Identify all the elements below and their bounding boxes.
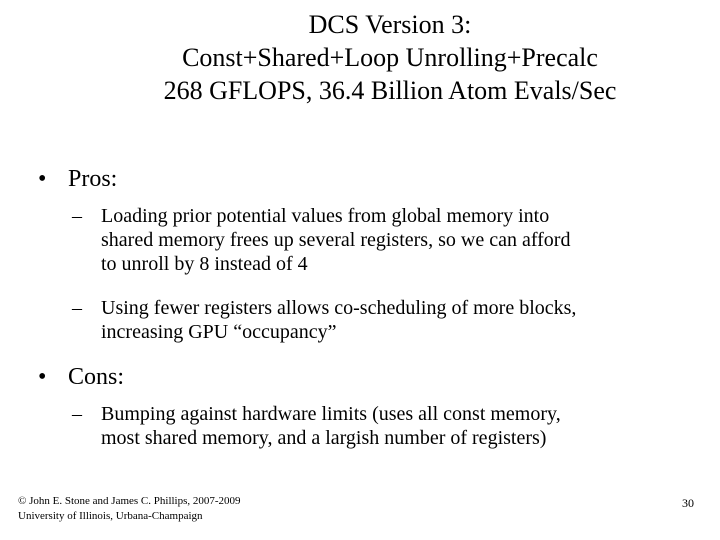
- pros-item: [72, 296, 576, 344]
- footer-line-1: © John E. Stone and James C. Phillips, 2007-2009: [18, 495, 241, 507]
- dash-icon: –: [72, 403, 82, 425]
- pros-item-line: to unroll by 8 instead of 4: [101, 253, 308, 275]
- page-number: 30: [682, 496, 694, 510]
- cons-bullet: [38, 363, 124, 391]
- pros-item-line: Loading prior potential values from global memory into: [101, 205, 550, 227]
- cons-item-line: most shared memory, and a largish number of registers): [101, 427, 547, 449]
- title-line-2: Const+Shared+Loop Unrolling+Precalc: [182, 43, 598, 72]
- footer-line-2: University of Illinois, Urbana-Champaign: [18, 510, 203, 522]
- pros-item-line: Using fewer registers allows co-scheduling of more blocks,: [101, 297, 577, 319]
- pros-item-text: [72, 204, 570, 276]
- title-line-3: 268 GFLOPS, 36.4 Billion Atom Evals/Sec: [163, 76, 617, 105]
- bullet-icon: •: [38, 364, 47, 390]
- pros-item: [72, 204, 570, 276]
- cons-item-line: Bumping against hardware limits (uses all const memory,: [101, 403, 561, 425]
- title-line-1: DCS Version 3:: [308, 10, 472, 39]
- footer-copyright: [18, 494, 241, 524]
- pros-item-line: increasing GPU “occupancy”: [101, 321, 337, 343]
- cons-item-text: [72, 402, 561, 450]
- dash-icon: –: [72, 205, 82, 227]
- cons-heading: Cons:: [68, 364, 125, 390]
- cons-item: [72, 402, 561, 450]
- slide-title: [60, 8, 720, 107]
- pros-bullet: [38, 165, 117, 193]
- dash-icon: –: [72, 297, 82, 319]
- pros-item-text: [72, 296, 576, 344]
- pros-heading: Pros:: [68, 166, 118, 192]
- pros-item-line: shared memory frees up several registers, so we can afford: [101, 229, 571, 251]
- bullet-icon: •: [38, 166, 47, 192]
